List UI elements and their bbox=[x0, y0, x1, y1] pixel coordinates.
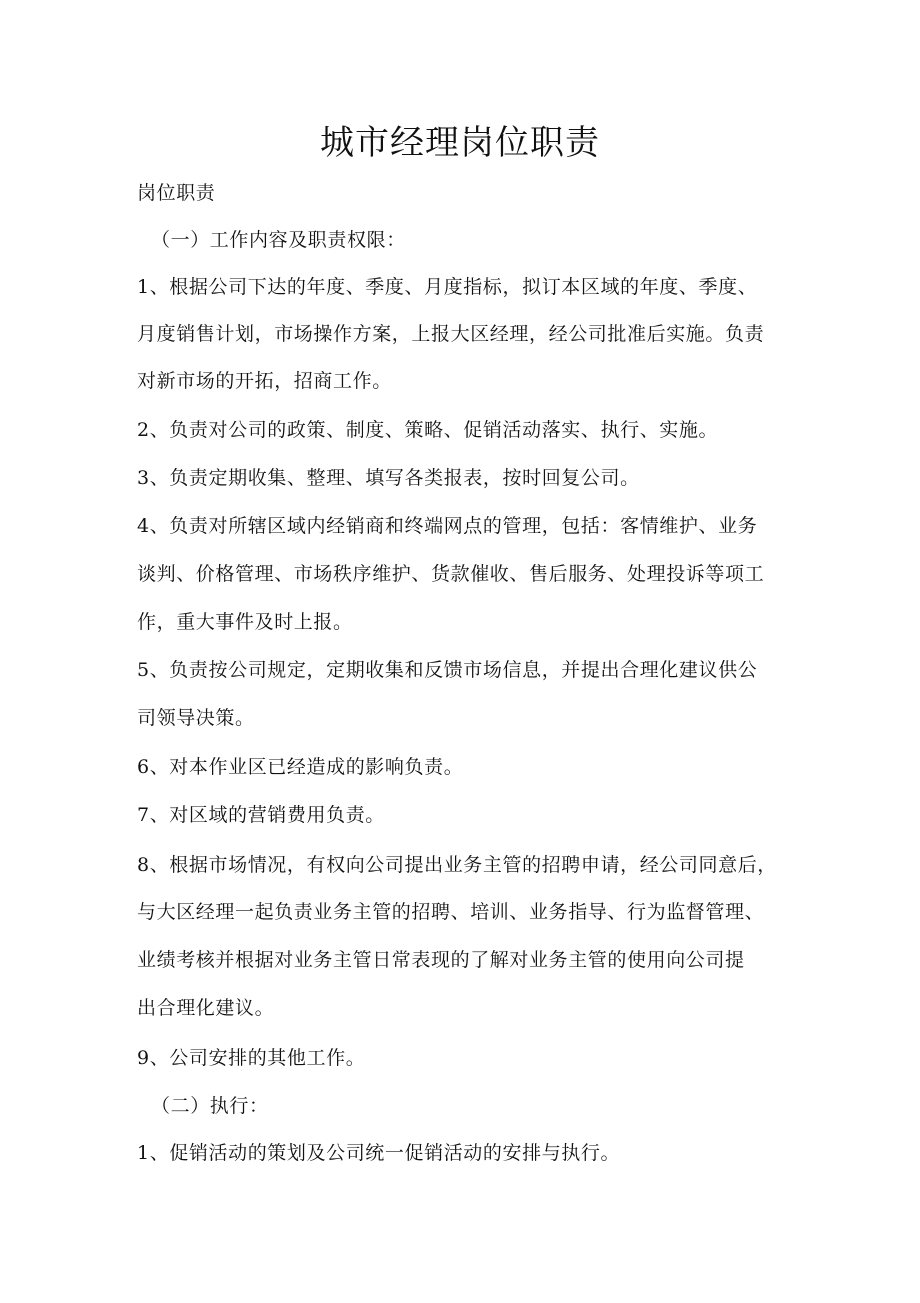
item-7-line-1: 7、对区域的营销费用负责。 bbox=[137, 804, 385, 826]
part2-item-1-line-1: 1、促销活动的策划及公司统一促销活动的安排与执行。 bbox=[137, 1142, 621, 1164]
item-2-line-1: 2、负责对公司的政策、制度、策略、促销活动落实、执行、实施。 bbox=[137, 419, 719, 441]
item-3-line-1: 3、负责定期收集、整理、填写各类报表，按时回复公司。 bbox=[137, 467, 640, 489]
item-5-line-1: 5、负责按公司规定，定期收集和反馈市场信息，并提出合理化建议供公 bbox=[137, 659, 758, 681]
document-title: 城市经理岗位职责 bbox=[320, 123, 600, 163]
item-1-line-3: 对新市场的开拓，招商工作。 bbox=[137, 370, 392, 392]
item-4-line-3: 作，重大事件及时上报。 bbox=[137, 611, 353, 633]
item-8-line-4: 出合理化建议。 bbox=[137, 997, 275, 1019]
item-8-line-3: 业绩考核并根据对业务主管日常表现的了解对业务主管的使用向公司提 bbox=[137, 949, 745, 971]
item-9-line-1: 9、公司安排的其他工作。 bbox=[137, 1047, 366, 1069]
item-4-line-2: 谈判、价格管理、市场秩序维护、货款催收、售后服务、处理投诉等项工 bbox=[137, 563, 765, 585]
part1-heading: （一）工作内容及职责权限： bbox=[151, 229, 406, 251]
part2-heading: （二）执行： bbox=[151, 1095, 269, 1117]
item-4-line-1: 4、负责对所辖区域内经销商和终端网点的管理，包括：客情维护、业务 bbox=[137, 515, 758, 537]
item-1-line-2: 月度销售计划，市场操作方案，上报大区经理，经公司批准后实施。负责 bbox=[137, 323, 765, 345]
item-5-line-2: 司领导决策。 bbox=[137, 707, 255, 729]
section-label: 岗位职责 bbox=[137, 182, 216, 204]
item-1-line-1: 1、根据公司下达的年度、季度、月度指标，拟订本区域的年度、季度、 bbox=[137, 276, 758, 298]
item-8-line-2: 与大区经理一起负责业务主管的招聘、培训、业务指导、行为监督管理、 bbox=[137, 901, 765, 923]
item-6-line-1: 6、对本作业区已经造成的影响负责。 bbox=[137, 756, 464, 778]
item-8-line-1: 8、根据市场情况，有权向公司提出业务主管的招聘申请，经公司同意后， bbox=[137, 854, 777, 876]
